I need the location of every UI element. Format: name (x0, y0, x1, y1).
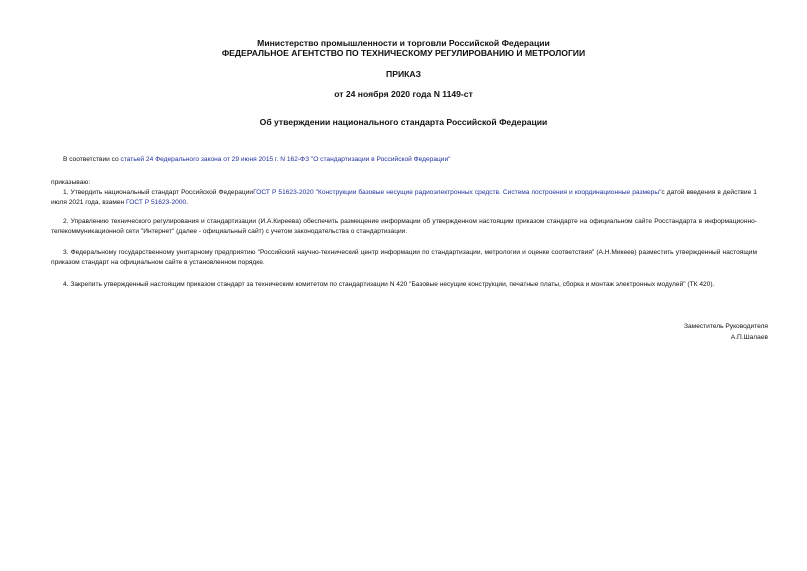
gost-2000-link[interactable]: ГОСТ Р 51623-2000 (126, 199, 187, 206)
item-1-prefix: 1. Утвердить национальный стандарт Российской Федерации (63, 189, 254, 196)
intro-prefix: В соответствии со (63, 156, 121, 163)
order-word: приказываю: (51, 179, 91, 186)
item-4-paragraph: 4. Закрепить утвержденный настоящим приказом стандарт за техническим комитетом по стандартизации N 420 "Базовые несущие конструкции, печатные платы, сборка и монтаж электронных модулей" (ТК 420). (63, 281, 715, 288)
document-type: ПРИКАЗ (386, 69, 421, 79)
document-date-number: от 24 ноября 2020 года N 1149-ст (334, 89, 473, 99)
item-3-paragraph: 3. Федеральному государственному унитарному предприятию "Российский научно-технический центр информации по стандартизации, метрологии и оценке соответствия" (А.Н.Микеев) разместить утвержденный настоящим приказом стандарт на официальном сайте в установленном порядке. (51, 249, 757, 266)
ministry-title: Министерство промышленности и торговли Российской Федерации (257, 38, 550, 48)
item-2-paragraph: 2. Управлению технического регулирования и стандартизации (И.А.Киреева) обеспечить размещение информации об утвержденном настоящим приказом стандарте на официальном сайте Росстандарта в информационно-телекоммуникационной сети "Интернет" (далее - официальный сайт) с учетом законодательства о стандартизации. (51, 218, 757, 235)
federal-law-link[interactable]: статьей 24 Федерального закона от 29 июня 2015 г. N 162-ФЗ "О стандартизации в Российской Федерации" (120, 156, 451, 163)
agency-title: ФЕДЕРАЛЬНОЕ АГЕНТСТВО ПО ТЕХНИЧЕСКОМУ РЕГУЛИРОВАНИЮ И МЕТРОЛОГИИ (221, 48, 586, 58)
item-1-mid: с датой введения в действие 1 июля 2021 года, взамен (51, 189, 757, 206)
item-1-paragraph (51, 188, 757, 208)
intro-paragraph (51, 155, 757, 165)
gost-2020-link[interactable]: ГОСТ Р 51623-2020 "Конструкции базовые несущие радиоэлектронных средств. Система построения и координационные размеры" (253, 189, 662, 196)
signatory-position: Заместитель Руководителя (684, 323, 768, 330)
document-subject: Об утверждении национального стандарта Российской Федерации (259, 117, 548, 127)
signatory-name: А.П.Шалаев (730, 334, 768, 341)
item-1-end: . (186, 199, 189, 206)
